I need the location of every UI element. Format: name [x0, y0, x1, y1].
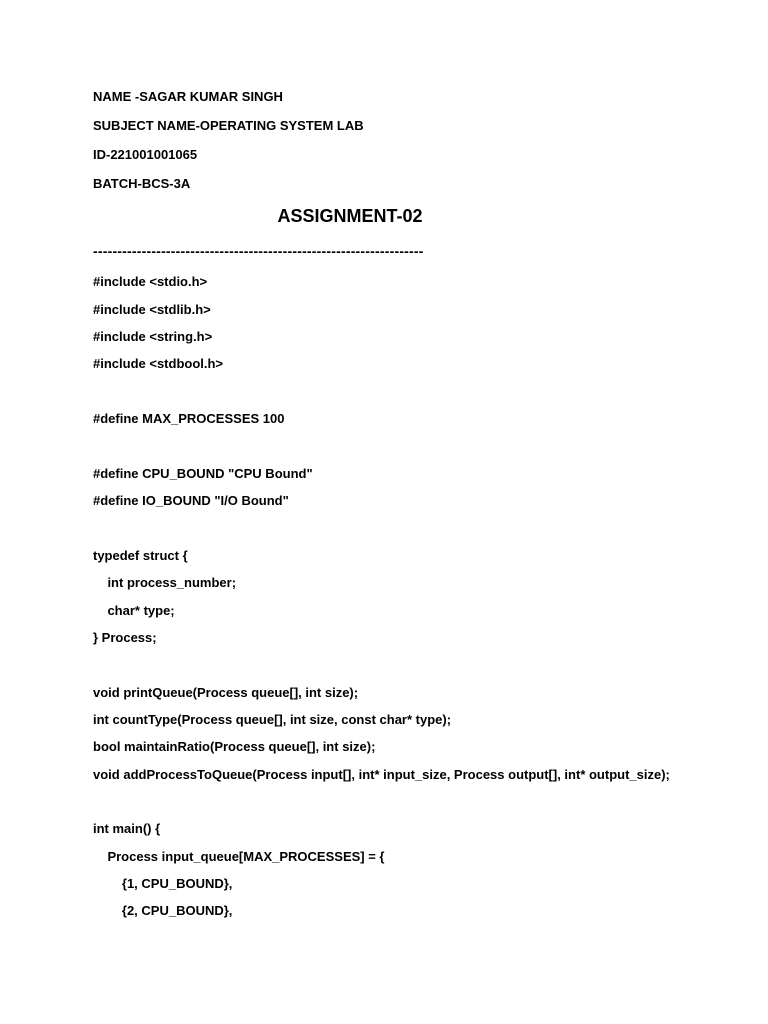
code-line: int main() { — [93, 821, 161, 836]
code-line: #define IO_BOUND "I/O Bound" — [93, 493, 289, 508]
code-line: void addProcessToQueue(Process input[], int* input_size, Process output[], int* output_size); — [93, 767, 670, 782]
code-line: bool maintainRatio(Process queue[], int size); — [93, 739, 376, 754]
code-line: int countType(Process queue[], int size, const char* type); — [93, 712, 452, 727]
assignment-title: ASSIGNMENT-02 — [277, 206, 423, 226]
code-line: #define MAX_PROCESSES 100 — [93, 411, 285, 426]
separator-line: -------------------------------------------------------------------- — [93, 243, 424, 259]
code-line: #include <stdlib.h> — [93, 302, 211, 317]
student-id: ID-221001001065 — [93, 147, 198, 162]
code-line: {1, CPU_BOUND}, — [93, 876, 233, 891]
code-line: typedef struct { — [93, 548, 188, 563]
code-line: #include <stdbool.h> — [93, 356, 224, 371]
batch: BATCH-BCS-3A — [93, 176, 191, 191]
code-line: Process input_queue[MAX_PROCESSES] = { — [93, 849, 385, 864]
code-line: #include <string.h> — [93, 329, 213, 344]
code-line: #include <stdio.h> — [93, 274, 208, 289]
code-line: void printQueue(Process queue[], int size); — [93, 685, 359, 700]
code-line: } Process; — [93, 630, 157, 645]
subject-name: SUBJECT NAME-OPERATING SYSTEM LAB — [93, 118, 364, 133]
code-line: #define CPU_BOUND "CPU Bound" — [93, 466, 313, 481]
code-line: char* type; — [93, 603, 175, 618]
code-line: int process_number; — [93, 575, 237, 590]
code-line: {2, CPU_BOUND}, — [93, 903, 233, 918]
student-name: NAME -SAGAR KUMAR SINGH — [93, 89, 283, 104]
